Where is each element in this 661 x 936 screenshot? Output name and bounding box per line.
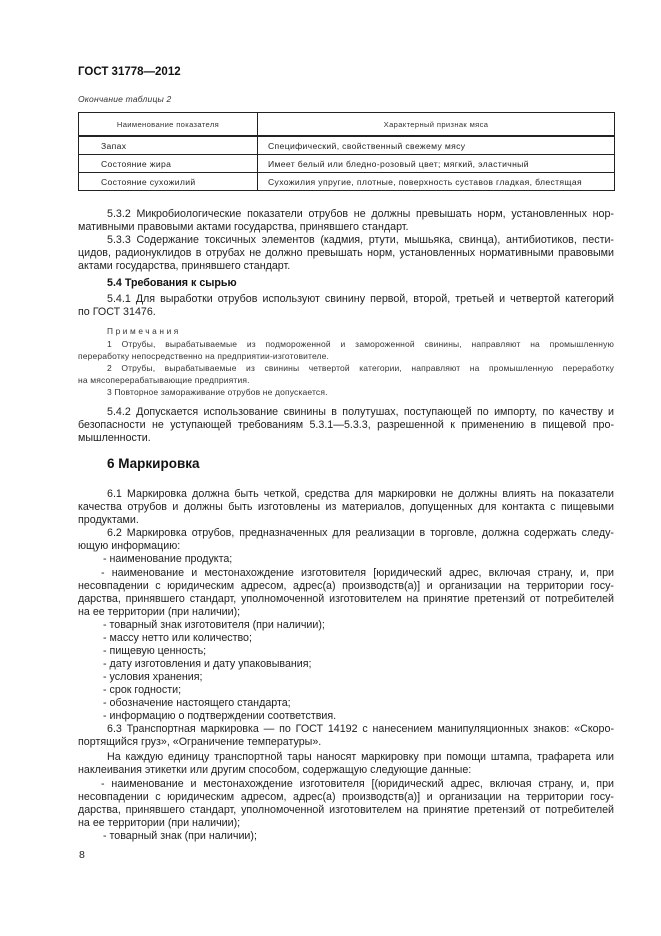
text-line: мышленности. xyxy=(78,432,151,444)
list-item: - наименование и местонахождение изготовителя [юридический адрес, включая страну, и, при xyxy=(101,567,614,579)
list-item: - наименование и местонахождение изготовителя [(юридический адрес, включая страну, и, при xyxy=(101,778,614,790)
table-cell-indicator: Запах xyxy=(79,136,258,155)
table-row xyxy=(79,173,615,191)
text-line: дарства, принявшего стандарт, уполномоченной изготовителем на принятие претензий от потребителей xyxy=(78,593,614,605)
column-header-indicator: Наименование показателя xyxy=(79,113,258,137)
document-id: ГОСТ 31778—2012 xyxy=(78,66,181,78)
note-line: 3 Повторное замораживание отрубов не допускается. xyxy=(107,387,328,397)
note-line: 2 Отрубы, вырабатываемые из свинины четвертой категории, направляют на промышленную переработку xyxy=(107,363,614,373)
text-line: безопасности не уступающей требованиям 5.3.1—5.3.3, разрешенной к применению в пищевой про- xyxy=(78,419,614,431)
text-line: мативными правовыми актами государства, принявшего стандарт. xyxy=(78,221,409,233)
text-line: на ее территории (при наличии); xyxy=(78,606,241,618)
list-item: - пищевую ценность; xyxy=(103,645,207,657)
list-item: - срок годности; xyxy=(103,684,182,696)
note-line: на мясоперерабатывающие предприятия. xyxy=(78,375,250,385)
text-line: 5.4.2 Допускается использование свинины в полутушах, поступающей по импорту, по качеству и xyxy=(107,406,614,418)
section-heading-5-4: 5.4 Требования к сырью xyxy=(107,277,237,289)
text-line: продуктами. xyxy=(78,514,139,526)
text-line: 5.4.1 Для выработки отрубов используют свинину первой, второй, третьей и четвертой категорий xyxy=(107,293,614,305)
text-line: несовпадении с юридическим адресом, адрес(а) производств(а)] и организации на территории госу- xyxy=(78,791,614,803)
text-line: наклеивания этикетки или другим способом, содержащую следующие данные: xyxy=(78,764,472,776)
text-line: актами государства, принявшего стандарт. xyxy=(78,260,291,272)
table-row xyxy=(79,136,615,155)
list-item: - товарный знак (при наличии); xyxy=(103,830,257,842)
section-heading-6: 6 Маркировка xyxy=(107,456,200,471)
text-line: 5.3.2 Микробиологические показатели отрубов не должны превышать норм, установленных нор- xyxy=(107,208,614,220)
list-item: - дату изготовления и дату упаковывания; xyxy=(103,658,312,670)
table-caption: Окончание таблицы 2 xyxy=(78,94,172,104)
text-line: ющую информацию: xyxy=(78,540,181,552)
table-cell-characteristic: Сухожилия упругие, плотные, поверхность суставов гладкая, блестящая xyxy=(258,173,615,191)
list-item: - условия хранения; xyxy=(103,671,203,683)
text-line: несовпадении с юридическим адресом, адрес(а) производств(а)] и организации на территории госу- xyxy=(78,580,614,592)
table-cell-characteristic: Специфический, свойственный свежему мясу xyxy=(258,136,615,155)
table-cell-indicator: Состояние сухожилий xyxy=(79,173,258,191)
table-cell-indicator: Состояние жира xyxy=(79,155,258,173)
table-header-row xyxy=(79,113,615,137)
text-line: цидов, радионуклидов в отрубах не должно превышать норм, установленных нормативными правовыми xyxy=(78,247,614,259)
text-line: по ГОСТ 31476. xyxy=(78,306,156,318)
list-item: - информацию о подтверждении соответствия. xyxy=(103,710,337,722)
text-line: 5.3.3 Содержание токсичных элементов (кадмия, ртути, мышьяка, свинца), антибиотиков, пести- xyxy=(107,234,614,246)
list-item: - массу нетто или количество; xyxy=(103,632,252,644)
notes-title: Примечания xyxy=(107,326,181,336)
text-line: портящийся груз», «Ограничение температуры». xyxy=(78,736,322,748)
text-line: 6.1 Маркировка должна быть четкой, средства для маркировки не должны влиять на показатели xyxy=(107,488,614,500)
table-cell-characteristic: Имеет белый или бледно-розовый цвет; мягкий, эластичный xyxy=(258,155,615,173)
text-line: На каждую единицу транспортной тары наносят маркировку при помощи штампа, трафарета или xyxy=(107,751,614,763)
text-line: на ее территории (при наличии); xyxy=(78,817,241,829)
table-row xyxy=(79,155,615,173)
column-header-characteristic: Характерный признак мяса xyxy=(258,113,615,137)
text-line: 6.3 Транспортная маркировка — по ГОСТ 14192 с нанесением манипуляционных знаков: «Скоро- xyxy=(107,723,614,735)
note-line: 1 Отрубы, вырабатываемые из подмороженной и замороженной свинины, направляют на промышленную xyxy=(107,339,614,349)
text-line: дарства, принявшего стандарт, уполномоченной изготовителем на принятие претензий от потребителей xyxy=(78,804,614,816)
list-item: - товарный знак изготовителя (при наличии); xyxy=(103,619,325,631)
text-line: качества отрубов и должны быть изготовлены из материалов, допущенных для контакта с пищевыми xyxy=(78,501,614,513)
note-line: переработку непосредственно на предприятии-изготовителе. xyxy=(78,351,330,361)
page-number: 8 xyxy=(79,849,85,861)
text-line: 6.2 Маркировка отрубов, предназначенных для реализации в торговле, должна содержать следу- xyxy=(107,527,614,539)
list-item: - наименование продукта; xyxy=(103,553,233,565)
list-item: - обозначение настоящего стандарта; xyxy=(103,697,291,709)
meat-characteristics-table xyxy=(78,112,615,191)
